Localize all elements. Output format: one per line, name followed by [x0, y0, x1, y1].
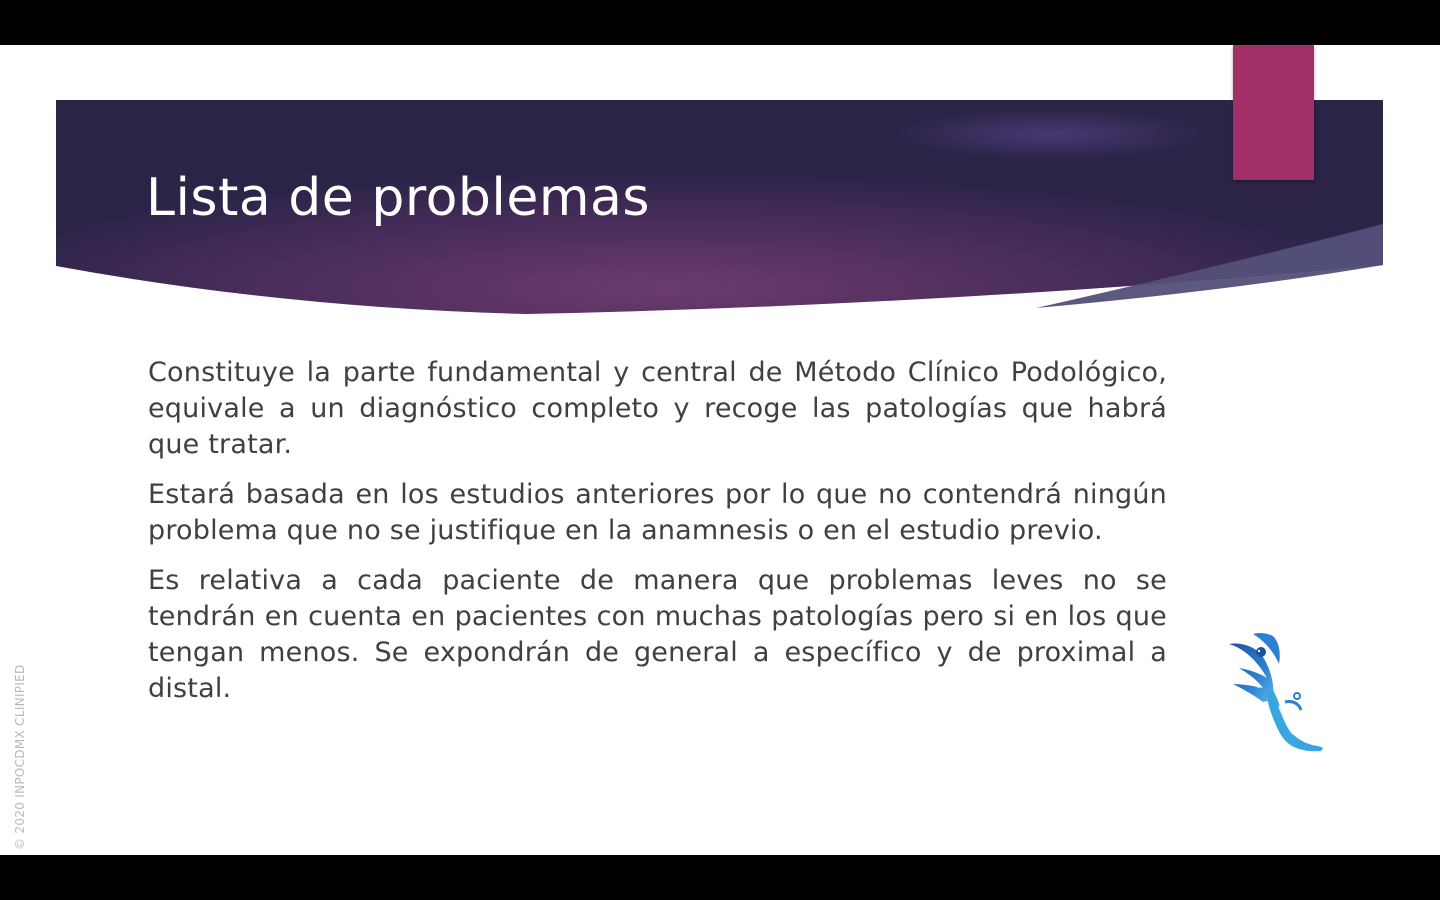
slide	[0, 45, 1440, 855]
winged-foot-logo-icon	[1223, 630, 1327, 752]
slide-body	[148, 355, 1167, 721]
paragraph-2: Estará basada en los estudios anteriores por lo que no contendrá ningún problema que no se justifique en la anamnesis o en el estudio previo.	[148, 479, 1167, 546]
slide-title: Lista de problemas	[146, 168, 650, 228]
paragraph-3: Es relativa a cada paciente de manera que problemas leves no se tendrán en cuenta en pacientes con muchas patologías pero si en los que tengan menos. Se expondrán de general a específico y de proximal a distal.	[148, 565, 1167, 704]
paragraph-1: Constituye la parte fundamental y central de Método Clínico Podológico, equivale a un diagnóstico completo y recoge las patologías que habrá que tratar.	[148, 357, 1167, 460]
accent-tab	[1233, 45, 1314, 180]
copyright-notice: © 2020 INPOCDMX CLINIPIED	[13, 664, 27, 850]
